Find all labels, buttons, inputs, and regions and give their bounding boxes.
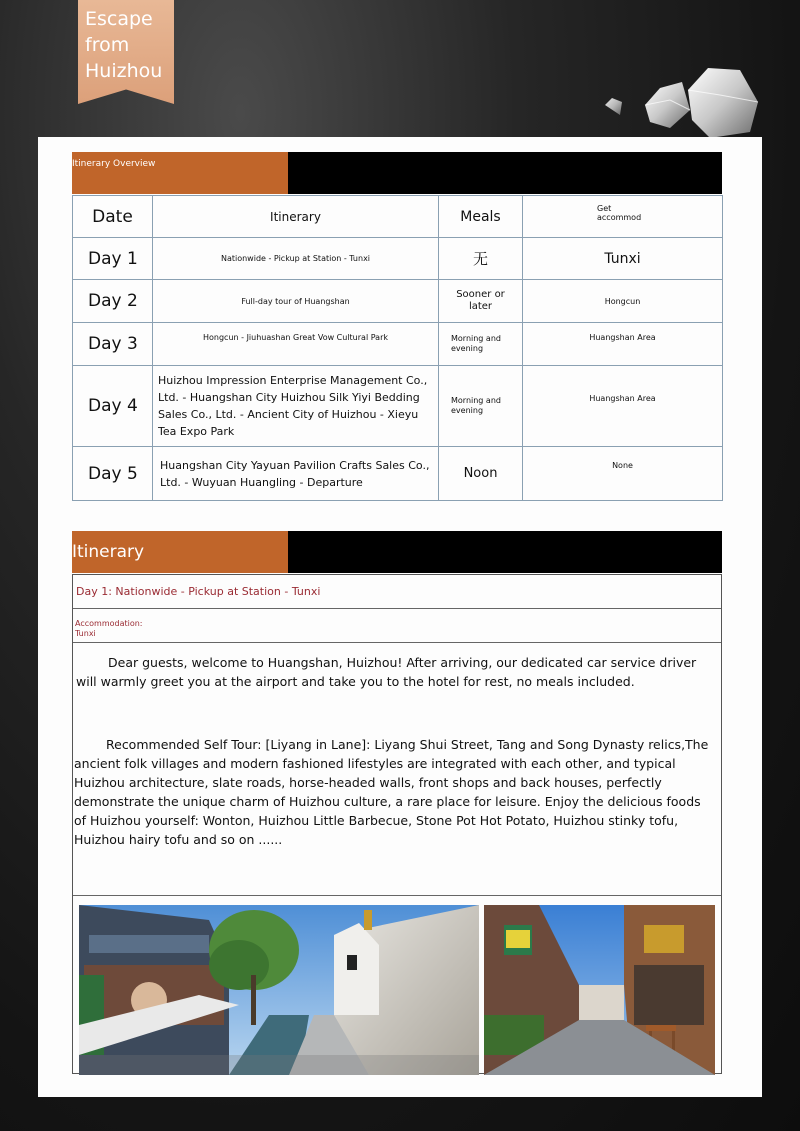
- row-accommodation: Hongcun: [523, 280, 723, 323]
- self-tour-paragraph: Recommended Self Tour: [Liyang in Lane]: Liyang Shui Street, Tang and Song Dynasty relics,The ancient folk villages and modern fashioned lifestyles are integrated with each other, and typical Huizhou architecture, slate roads, horse-headed walls, front shops and back houses, perfectly demonstrate the unique charm of Huizhou culture, a rare place for leisure. Enjoy the delicious foods of Huizhou yourself: Wonton, Huizhou Little Barbecue, Stone Pot Hot Potato, Huizhou stinky tofu, Huizhou hairy tofu and so on ......: [74, 737, 709, 847]
- table-row: [73, 447, 723, 501]
- header-accommodation-text: Get accommod: [597, 204, 642, 222]
- itinerary-detail-box: [72, 574, 722, 1074]
- table-row: [73, 280, 723, 323]
- banner-title: [85, 6, 175, 84]
- overview-section-header: [72, 152, 722, 194]
- row-itinerary: Hongcun - Jiuhuashan Great Vow Cultural Park: [153, 323, 439, 366]
- row-date: Day 5: [73, 447, 153, 501]
- row-accommodation: None: [523, 447, 723, 501]
- row-meals: Morning and evening: [439, 323, 523, 366]
- accommodation-info: [73, 609, 721, 643]
- accommodation-value: Tunxi: [75, 629, 96, 638]
- row-date: Day 1: [73, 238, 153, 280]
- table-header-row: [73, 196, 723, 238]
- row-meals: Sooner or later: [439, 280, 523, 323]
- header-date: Date: [73, 196, 153, 238]
- banner-title-line: Escape: [85, 8, 153, 30]
- day-title: Day 1: Nationwide - Pickup at Station - Tunxi: [73, 575, 721, 609]
- banner-title-line: Huizhou: [85, 60, 163, 82]
- row-accommodation: Huangshan Area: [523, 366, 723, 447]
- diamond-decoration: [600, 60, 770, 145]
- row-itinerary: Huizhou Impression Enterprise Management Co., Ltd. - Huangshan City Huizhou Silk Yiyi Bedding Sales Co., Ltd. - Ancient City of Huizhou - Xieyu Tea Expo Park: [153, 366, 439, 447]
- liyang-street-photo: [79, 905, 479, 1075]
- row-accommodation: Huangshan Area: [523, 323, 723, 366]
- table-row: [73, 366, 723, 447]
- row-itinerary: Huangshan City Yayuan Pavilion Crafts Sales Co., Ltd. - Wuyuan Huangling - Departure: [153, 447, 439, 501]
- itinerary-section-title: Itinerary: [72, 531, 288, 573]
- table-row: [73, 323, 723, 366]
- header-itinerary: Itinerary: [153, 196, 439, 238]
- row-date: Day 2: [73, 280, 153, 323]
- header-accommodation: [523, 196, 723, 238]
- table-row: [73, 238, 723, 280]
- row-date: Day 3: [73, 323, 153, 366]
- row-itinerary: Nationwide - Pickup at Station - Tunxi: [153, 238, 439, 280]
- welcome-paragraph: Dear guests, welcome to Huangshan, Huizhou! After arriving, our dedicated car service driver will warmly greet you at the airport and take you to the hotel for rest, no meals included.: [76, 655, 697, 689]
- document-page: [38, 137, 762, 1097]
- itinerary-section-header: [72, 531, 722, 573]
- row-date: Day 4: [73, 366, 153, 447]
- row-accommodation: Tunxi: [523, 238, 723, 280]
- shopping-lane-photo: [484, 905, 715, 1075]
- row-meals: Morning and evening: [439, 366, 523, 447]
- overview-section-title: Itinerary Overview: [72, 152, 288, 194]
- row-meals: Noon: [439, 447, 523, 501]
- banner-title-line: from: [85, 34, 130, 56]
- row-meals: 无: [439, 238, 523, 280]
- accommodation-label: Accommodation:: [75, 619, 143, 628]
- photo-divider: [73, 895, 721, 896]
- itinerary-overview-table: [72, 195, 723, 501]
- header-meals: Meals: [439, 196, 523, 238]
- row-itinerary: Full-day tour of Huangshan: [153, 280, 439, 323]
